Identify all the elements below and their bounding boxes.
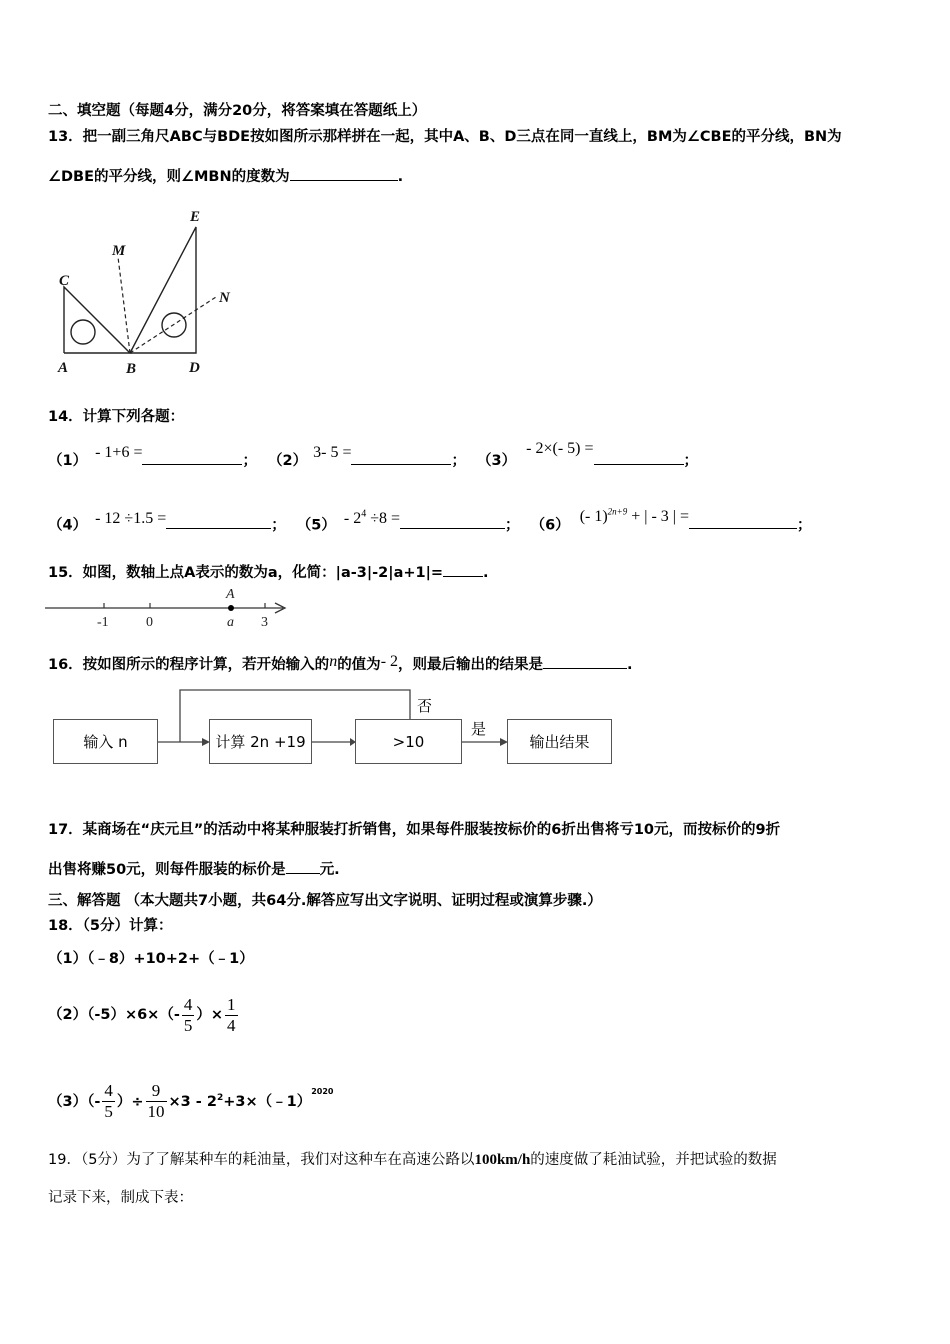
point-label-a: A xyxy=(226,587,235,602)
q14-1-label: （1） xyxy=(48,453,88,469)
q15-number-line xyxy=(45,585,295,630)
point-a-dot xyxy=(228,605,234,611)
label-d: D xyxy=(189,360,200,376)
q16-text-b: 的值为 xyxy=(337,657,381,673)
tick-label-neg1: -1 xyxy=(97,615,109,630)
tick-label-3: 3 xyxy=(261,615,268,630)
q18-p3-frac2 xyxy=(146,1081,167,1122)
q19-line1 xyxy=(48,1150,777,1170)
triangle-bde xyxy=(130,227,196,353)
q14-4-expr: - 12 ÷1.5 = xyxy=(95,510,167,528)
q14-title: 14．计算下列各题： xyxy=(48,409,185,425)
q13-answer-blank[interactable] xyxy=(290,164,398,181)
q17-line1: 17．某商场在“庆元旦”的活动中将某种服装打折销售，如果每件服装按标价的6折出售将亏10元，而按标价的9折 xyxy=(48,822,781,838)
q14-5-expr-sup: 4 xyxy=(361,509,367,520)
label-c: C xyxy=(59,273,70,289)
label-m: M xyxy=(112,243,126,259)
q16-var: n xyxy=(329,653,338,670)
q16-line xyxy=(48,652,633,675)
q18-p3-frac2-num: 9 xyxy=(151,1081,161,1101)
q14-1-blank[interactable] xyxy=(142,448,242,465)
q14-3-expr: - 2×(- 5) = xyxy=(526,440,594,457)
q15-end: . xyxy=(483,565,489,581)
q14-5-sep: ； xyxy=(505,517,520,534)
flow-condition-box: >10 xyxy=(355,719,462,764)
tick-label-0: 0 xyxy=(146,615,153,630)
q18-part1: （1）（﹣8）+10+2+（﹣1） xyxy=(48,951,254,967)
q14-2-label: （2） xyxy=(268,453,308,469)
q14-5-expr-base: - 2 xyxy=(343,510,362,528)
q18-p2-frac1 xyxy=(182,995,195,1036)
q18-p2-frac2 xyxy=(225,995,238,1036)
q13-line2-text: ∠DBE的平分线，则∠MBN的度数为 xyxy=(48,169,290,185)
q18-p2-frac2-den: 4 xyxy=(227,1015,236,1035)
q14-4-label: （4） xyxy=(48,517,88,534)
flow-input-box: 输入 n xyxy=(53,719,158,764)
q18-p3-d: +3×（﹣1） xyxy=(223,1093,312,1110)
q14-5-expr xyxy=(344,510,400,527)
q17-line2-text: 出售将赚50元，则每件服装的标价是 xyxy=(48,862,286,878)
ray-bn xyxy=(130,297,216,353)
q14-3-sep: ； xyxy=(683,453,698,469)
section3-heading: 三、解答题 （本大题共7小题，共64分.解答应写出文字说明、证明过程或演算步骤.） xyxy=(48,893,602,909)
q14-5-label: （5） xyxy=(296,517,336,534)
label-a: A xyxy=(58,360,69,376)
q18-p3-sup: 2 xyxy=(216,1093,224,1103)
q14-6-expr xyxy=(580,508,689,525)
q18-p2-frac2-num: 1 xyxy=(227,994,236,1014)
q17-end: 元. xyxy=(319,862,340,878)
q14-1-expr: - 1+6 = xyxy=(95,444,143,461)
q18-p2-a: （2）（-5）×6×（- xyxy=(48,1007,180,1023)
q16-text-a: 16．按如图所示的程序计算，若开始输入的 xyxy=(48,657,330,673)
q17-line2 xyxy=(48,857,340,880)
flow-yes-label: 是 xyxy=(471,720,487,738)
q14-6-sep: ； xyxy=(797,517,812,534)
q18-p2-frac1-num: 4 xyxy=(183,994,193,1014)
q18-p3-frac1-den: 5 xyxy=(104,1102,113,1122)
q18-p3-c: ×3 - 2 xyxy=(168,1093,217,1110)
q16-text-c: ，则最后输出的结果是 xyxy=(398,657,544,673)
q14-2-sep: ； xyxy=(451,453,466,469)
q15-text: 15．如图，数轴上点A表示的数为a，化简：|a-3|-2|a+1|= xyxy=(48,565,444,581)
q18-part2 xyxy=(48,985,240,1045)
q15-answer-blank[interactable] xyxy=(443,560,483,577)
q14-3-blank[interactable] xyxy=(594,448,684,465)
flow-no-label: 否 xyxy=(417,697,433,715)
label-b: B xyxy=(126,361,137,377)
triangle-abc xyxy=(64,287,130,353)
q18-part3 xyxy=(48,1068,333,1132)
q14-6-expr-sup: 2n+9 xyxy=(607,507,628,517)
q13-triangle-figure xyxy=(50,205,250,380)
q16-answer-blank[interactable] xyxy=(543,652,627,669)
q18-p2-b: ）× xyxy=(196,1007,224,1023)
flow-compute-box: 计算 2n +19 xyxy=(209,719,312,764)
q14-2-expr: 3- 5 = xyxy=(313,444,352,461)
q14-row2 xyxy=(48,507,812,535)
flow-output-box: 输出结果 xyxy=(507,719,612,764)
q19-text-a: 19．（5分）为了了解某种车的耗油量，我们对这种车在高速公路以 xyxy=(48,1152,475,1168)
q18-p3-frac1-num: 4 xyxy=(104,1081,113,1101)
circle-left xyxy=(71,320,95,344)
q14-4-blank[interactable] xyxy=(166,512,271,529)
q18-p3-b: ）÷ xyxy=(116,1093,144,1110)
label-n: N xyxy=(219,290,230,306)
ray-bm xyxy=(118,257,130,353)
q14-6-expr-rest: + | - 3 | = xyxy=(627,508,690,526)
q19-text-b: 的速度做了耗油试验，并把试验的数据 xyxy=(530,1152,777,1168)
q14-5-blank[interactable] xyxy=(400,512,505,529)
q13-line1: 13．把一副三角尺ABC与BDE按如图所示那样拼在一起，其中A、B、D三点在同一直线上，BM为∠CBE的平分线，BN为 xyxy=(48,129,842,145)
q18-p3-a: （3）（- xyxy=(48,1093,101,1110)
q13-line2 xyxy=(48,164,403,187)
q13-end: . xyxy=(397,169,404,185)
q16-end: . xyxy=(627,657,633,673)
q18-title: 18．（5分）计算： xyxy=(48,918,173,934)
q14-2-blank[interactable] xyxy=(351,448,451,465)
q18-p2-frac1-den: 5 xyxy=(183,1015,193,1035)
q18-p3-frac2-den: 10 xyxy=(147,1102,165,1122)
q17-answer-blank[interactable] xyxy=(286,857,320,874)
q18-p3-sup2: 2020 xyxy=(311,1087,334,1096)
q14-1-sep: ； xyxy=(242,453,257,469)
q14-6-blank[interactable] xyxy=(689,512,797,529)
label-e: E xyxy=(190,209,201,225)
q14-3-label: （3） xyxy=(477,453,517,469)
q15-line xyxy=(48,560,489,583)
q14-5-expr-rest: ÷8 = xyxy=(366,510,401,528)
tick-label-a: a xyxy=(227,615,234,630)
q14-row1 xyxy=(48,440,698,471)
q14-4-sep: ； xyxy=(271,517,286,534)
q19-line2: 记录下来，制成下表： xyxy=(48,1190,193,1206)
q14-6-expr-base: (- 1) xyxy=(579,508,608,526)
q16-value: - 2 xyxy=(380,653,399,670)
q19-speed: 100km/h xyxy=(474,1152,531,1168)
q18-p3-frac1 xyxy=(102,1081,115,1122)
q14-6-label: （6） xyxy=(530,517,570,534)
section2-heading: 二、填空题（每题4分，满分20分，将答案填在答题纸上） xyxy=(48,103,427,119)
